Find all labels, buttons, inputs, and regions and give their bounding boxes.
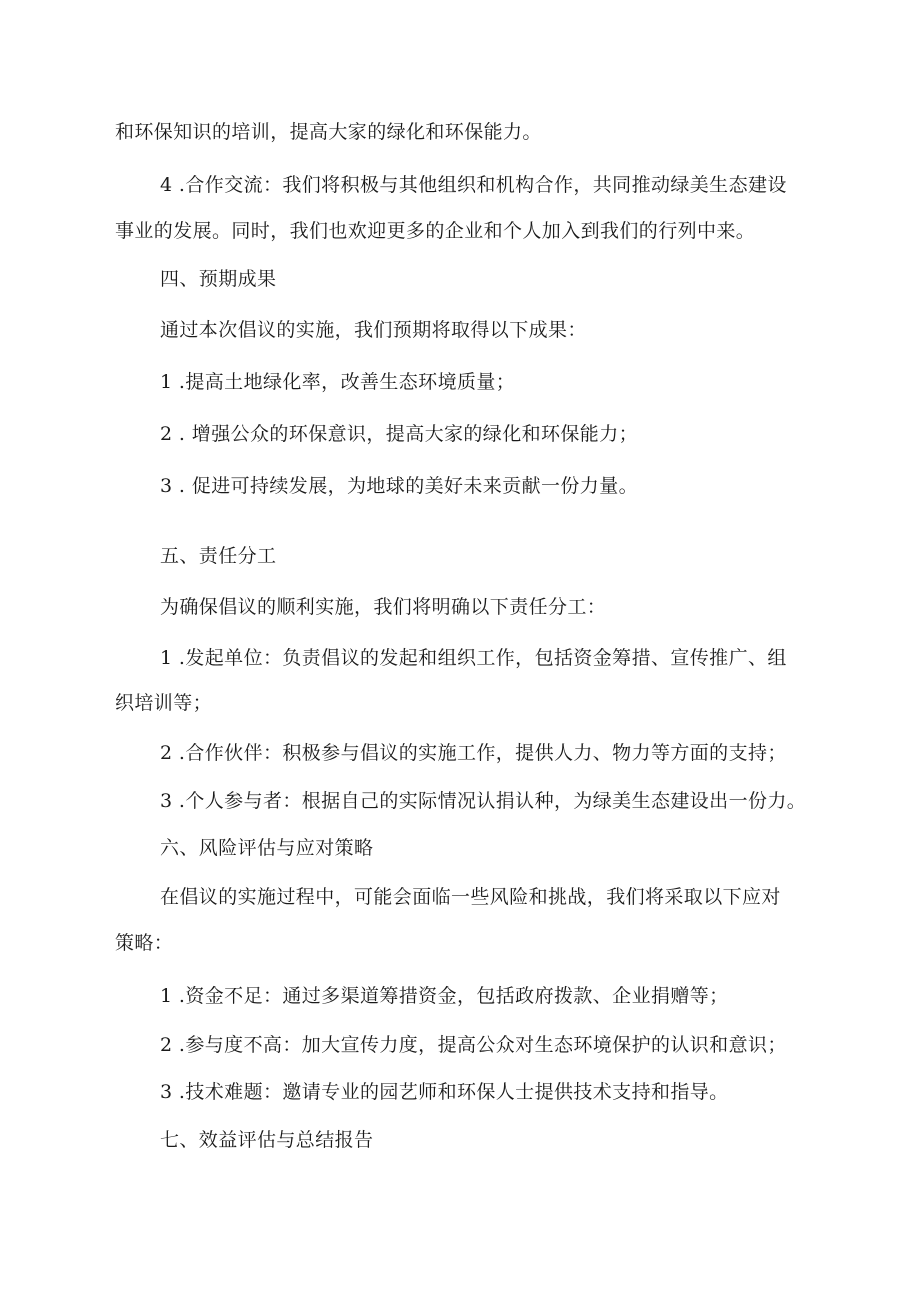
paragraph-line: 策略：	[115, 932, 174, 954]
section-heading: 六、风险评估与应对策略	[160, 837, 374, 859]
paragraph-line: 事业的发展。同时，我们也欢迎更多的企业和个人加入到我们的行列中来。	[115, 220, 756, 242]
list-item-line: 3 . 促进可持续发展，为地球的美好未来贡献一份力量。	[160, 475, 639, 497]
paragraph-line: 织培训等；	[115, 692, 213, 714]
list-item-line: 1 .发起单位：负责倡议的发起和组织工作，包括资金筹措、宣传推广、组	[160, 647, 787, 669]
list-item-line: 4 .合作交流：我们将积极与其他组织和机构合作，共同推动绿美生态建设	[160, 174, 787, 196]
paragraph-line: 为确保倡议的顺利实施，我们将明确以下责任分工：	[160, 596, 607, 618]
paragraph-line: 通过本次倡议的实施，我们预期将取得以下成果：	[160, 319, 587, 341]
list-item-line: 2 . 增强公众的环保意识，提高大家的绿化和环保能力；	[160, 423, 639, 445]
section-heading: 五、责任分工	[160, 545, 277, 567]
list-item-line: 2 .合作伙伴：积极参与倡议的实施工作，提供人力、物力等方面的支持；	[160, 742, 787, 764]
paragraph-line: 在倡议的实施过程中，可能会面临一些风险和挑战，我们将采取以下应对	[160, 886, 781, 908]
list-item-line: 1 .提高土地绿化率，改善生态环境质量；	[160, 371, 516, 393]
section-heading: 四、预期成果	[160, 268, 277, 290]
list-item-line: 3 .技术难题：邀请专业的园艺师和环保人士提供技术支持和指导。	[160, 1081, 729, 1103]
list-item-line: 1 .资金不足：通过多渠道筹措资金，包括政府拨款、企业捐赠等；	[160, 985, 729, 1007]
section-heading: 七、效益评估与总结报告	[160, 1129, 374, 1151]
list-item-line: 2 .参与度不高：加大宣传力度，提高公众对生态环境保护的认识和意识；	[160, 1034, 787, 1056]
list-item-line: 3 .个人参与者：根据自己的实际情况认捐认种，为绿美生态建设出一份力。	[160, 790, 807, 812]
paragraph-line: 和环保知识的培训，提高大家的绿化和环保能力。	[115, 121, 542, 143]
